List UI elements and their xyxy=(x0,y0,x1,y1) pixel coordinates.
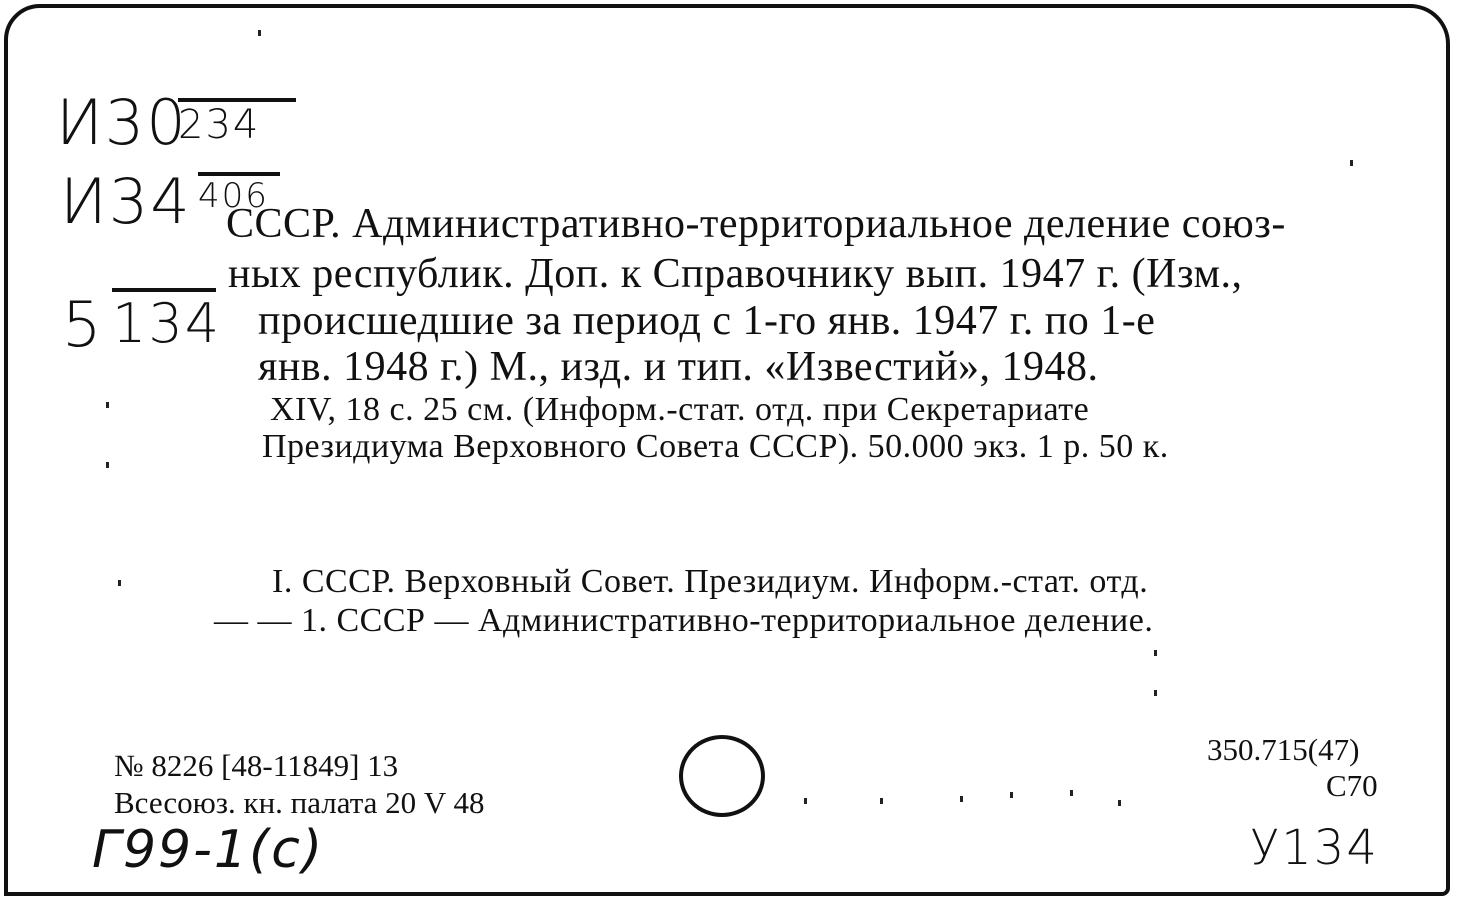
entry-line-3: происшедшие за период с 1-го янв. 1947 г. по 1-е xyxy=(258,298,1156,344)
handwritten-shelf-mark: У134 xyxy=(1250,820,1379,876)
author-mark: С70 xyxy=(1326,768,1378,803)
scan-speck xyxy=(106,402,109,408)
punch-hole-circle xyxy=(679,735,765,817)
scan-speck xyxy=(880,798,883,804)
scan-speck xyxy=(960,796,963,802)
shelfmark-row2-right: 406 xyxy=(198,172,280,216)
scan-speck xyxy=(1070,790,1073,796)
entry-line-2: ных республик. Доп. к Справочнику вып. 1947 г. (Изм., xyxy=(228,251,1243,297)
scan-speck xyxy=(106,462,109,468)
scan-speck xyxy=(804,798,807,804)
scan-speck xyxy=(1010,792,1013,798)
shelfmark-row1-right: 234 xyxy=(178,98,296,148)
shelfmark-row2-left: И34 xyxy=(60,165,192,238)
scan-speck xyxy=(1118,800,1121,806)
shelfmark-row3-right: 134 xyxy=(112,288,216,355)
entry-line-1: СССР. Административно-территориальное деление союз- xyxy=(226,201,1286,247)
collation-line-1: XIV, 18 с. 25 см. (Информ.-стат. отд. при Секретариате xyxy=(270,391,1090,428)
tracing-line-1: I. СССР. Верховный Совет. Президиум. Информ.-стат. отд. xyxy=(272,563,1149,600)
handwritten-code: Г99-1(с) xyxy=(92,820,325,880)
collation-line-2: Президиума Верховного Совета СССР). 50.000 экз. 1 р. 50 к. xyxy=(262,428,1169,465)
book-chamber-stamp: Всесоюз. кн. палата 20 V 48 xyxy=(114,785,485,820)
scan-speck xyxy=(258,30,261,36)
tracing-line-2: — — 1. СССР — Административно-территориальное деление. xyxy=(214,602,1154,639)
scan-speck xyxy=(1154,650,1157,656)
classification-number: 350.715(47) xyxy=(1207,732,1360,767)
scan-speck xyxy=(118,580,121,586)
shelfmark-row3-left: 5 xyxy=(62,288,104,361)
shelfmark-row1-left: И30 xyxy=(56,86,188,159)
scan-speck xyxy=(1154,690,1157,696)
scan-speck xyxy=(1350,160,1353,166)
entry-line-4: янв. 1948 г.) М., изд. и тип. «Известий», 1948. xyxy=(258,344,1099,390)
card-number: № 8226 [48-11849] 13 xyxy=(114,748,399,783)
